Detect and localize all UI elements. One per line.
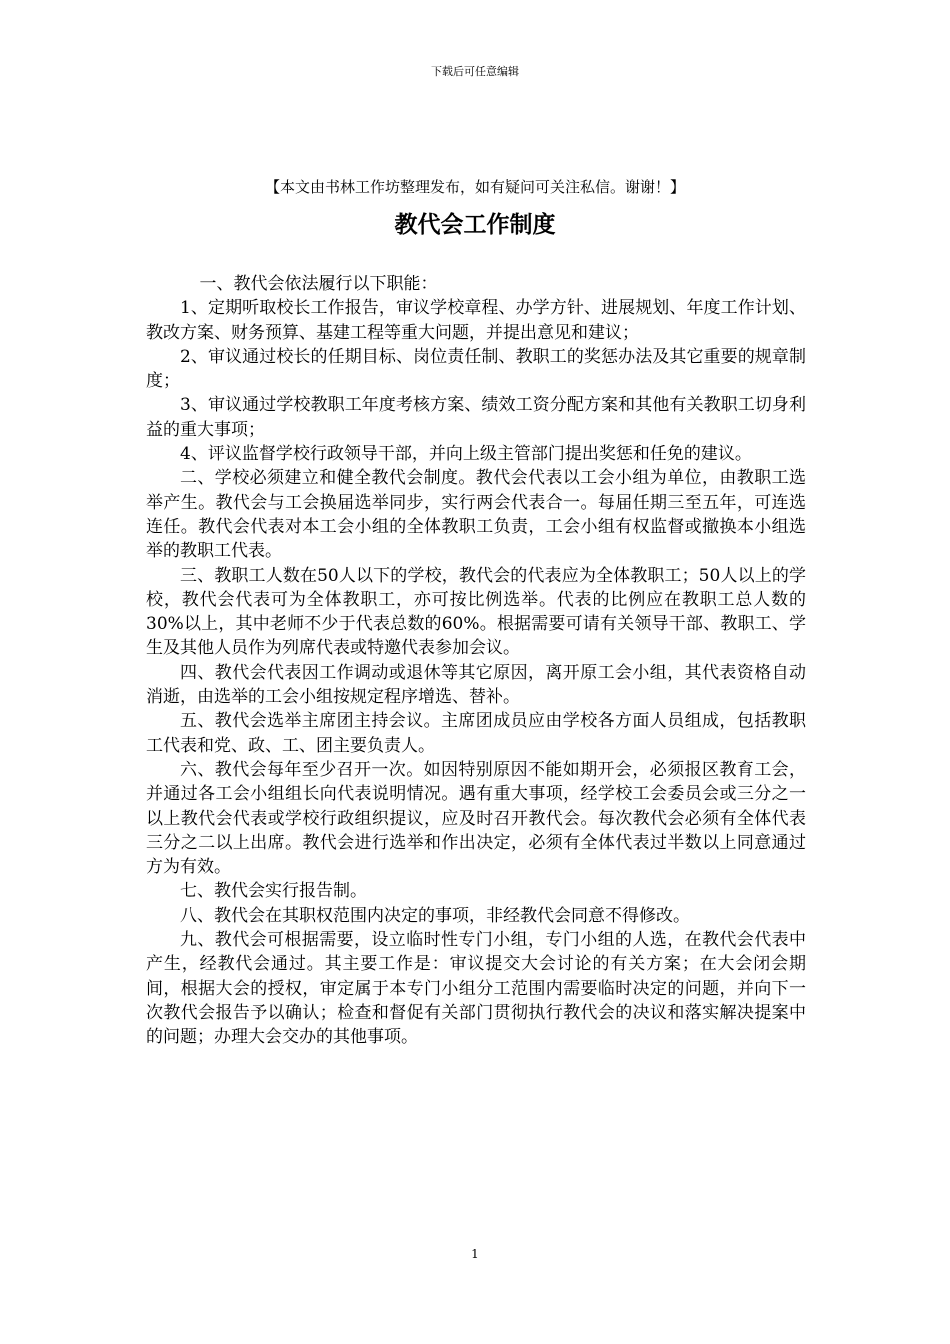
paragraph-item-4: 4、评议监督学校行政领导干部，并向上级主管部门提出奖惩和任免的建议。: [180, 444, 752, 465]
paragraph-item-2: 2、审议通过校长的任期目标、岗位责任制、教职工的奖惩办法及其它重要的规章制度；: [146, 346, 806, 392]
paragraph-section-4: 四、教代会代表因工作调动或退休等其它原因，离开原工会小组，其代表资格自动消逝，由选举的工会小组按规定程序增选、替补。: [146, 662, 806, 708]
document-title: 教代会工作制度: [394, 212, 556, 238]
paragraph-section-9: 九、教代会可根据需要，设立临时性专门小组，专门小组的人选，在教代会代表中产生，经教代会通过。其主要工作是：审议提交大会讨论的有关方案；在大会闭会期间，根据大会的授权，审定属于本专门小组分工范围内需要临时决定的问题，并向下一次教代会报告予以确认；检查和督促有关部门贯彻执行教代会的决议和落实解决提案中的问题；办理大会交办的其他事项。: [146, 930, 806, 1048]
paragraph-section-3: 三、教职工人数在50人以下的学校，教代会的代表应为全体教职工；50人以上的学校，教代会代表可为全体教职工，亦可按比例选举。代表的比例应在教职工总人数的30%以上，其中老师不少于代表总数的60%。根据需要可请有关领导干部、教职工、学生及其他人员作为列席代表或特邀代表参加会议。: [146, 565, 806, 659]
paragraph-section-2: 二、学校必须建立和健全教代会制度。教代会代表以工会小组为单位，由教职工选举产生。教代会与工会换届选举同步，实行两会代表合一。每届任期三至五年，可连选连任。教代会代表对本工会小组的全体教职工负责，工会小组有权监督或撤换本小组选举的教职工代表。: [146, 468, 806, 562]
paragraph-item-3: 3、审议通过学校教职工年度考核方案、绩效工资分配方案和其他有关教职工切身利益的重大事项；: [146, 395, 806, 440]
header-note: 下载后可任意编辑: [431, 65, 519, 78]
paragraph-section-6: 六、教代会每年至少召开一次。如因特别原因不能如期开会，必须报区教育工会，并通过各工会小组组长向代表说明情况。遇有重大事项，经学校工会委员会或三分之一以上教代会代表或学校行政组织提议，应及时召开教代会。每次教代会必须有全体代表三分之二以上出席。教代会进行选举和作出决定，必须有全体代表过半数以上同意通过方为有效。: [146, 759, 806, 878]
source-note: 【本文由书林工作坊整理发布，如有疑问可关注私信。谢谢！】: [264, 178, 685, 196]
paragraph-section-5: 五、教代会选举主席团主持会议。主席团成员应由学校各方面人员组成，包括教职工代表和党、政、工、团主要负责人。: [146, 711, 806, 756]
page-number: 1: [471, 1247, 479, 1261]
paragraph-section-7: 七、教代会实行报告制。: [180, 881, 367, 902]
paragraph-section-1: 一、教代会依法履行以下职能：: [199, 274, 438, 294]
paragraph-item-1: 1、定期听取校长工作报告，审议学校章程、办学方针、进展规划、年度工作计划、教改方案、财务预算、基建工程等重大问题，并提出意见和建议；: [146, 298, 806, 343]
document-body: [146, 272, 806, 1050]
paragraph-section-8: 八、教代会在其职权范围内决定的事项，非经教代会同意不得修改。: [180, 905, 690, 926]
